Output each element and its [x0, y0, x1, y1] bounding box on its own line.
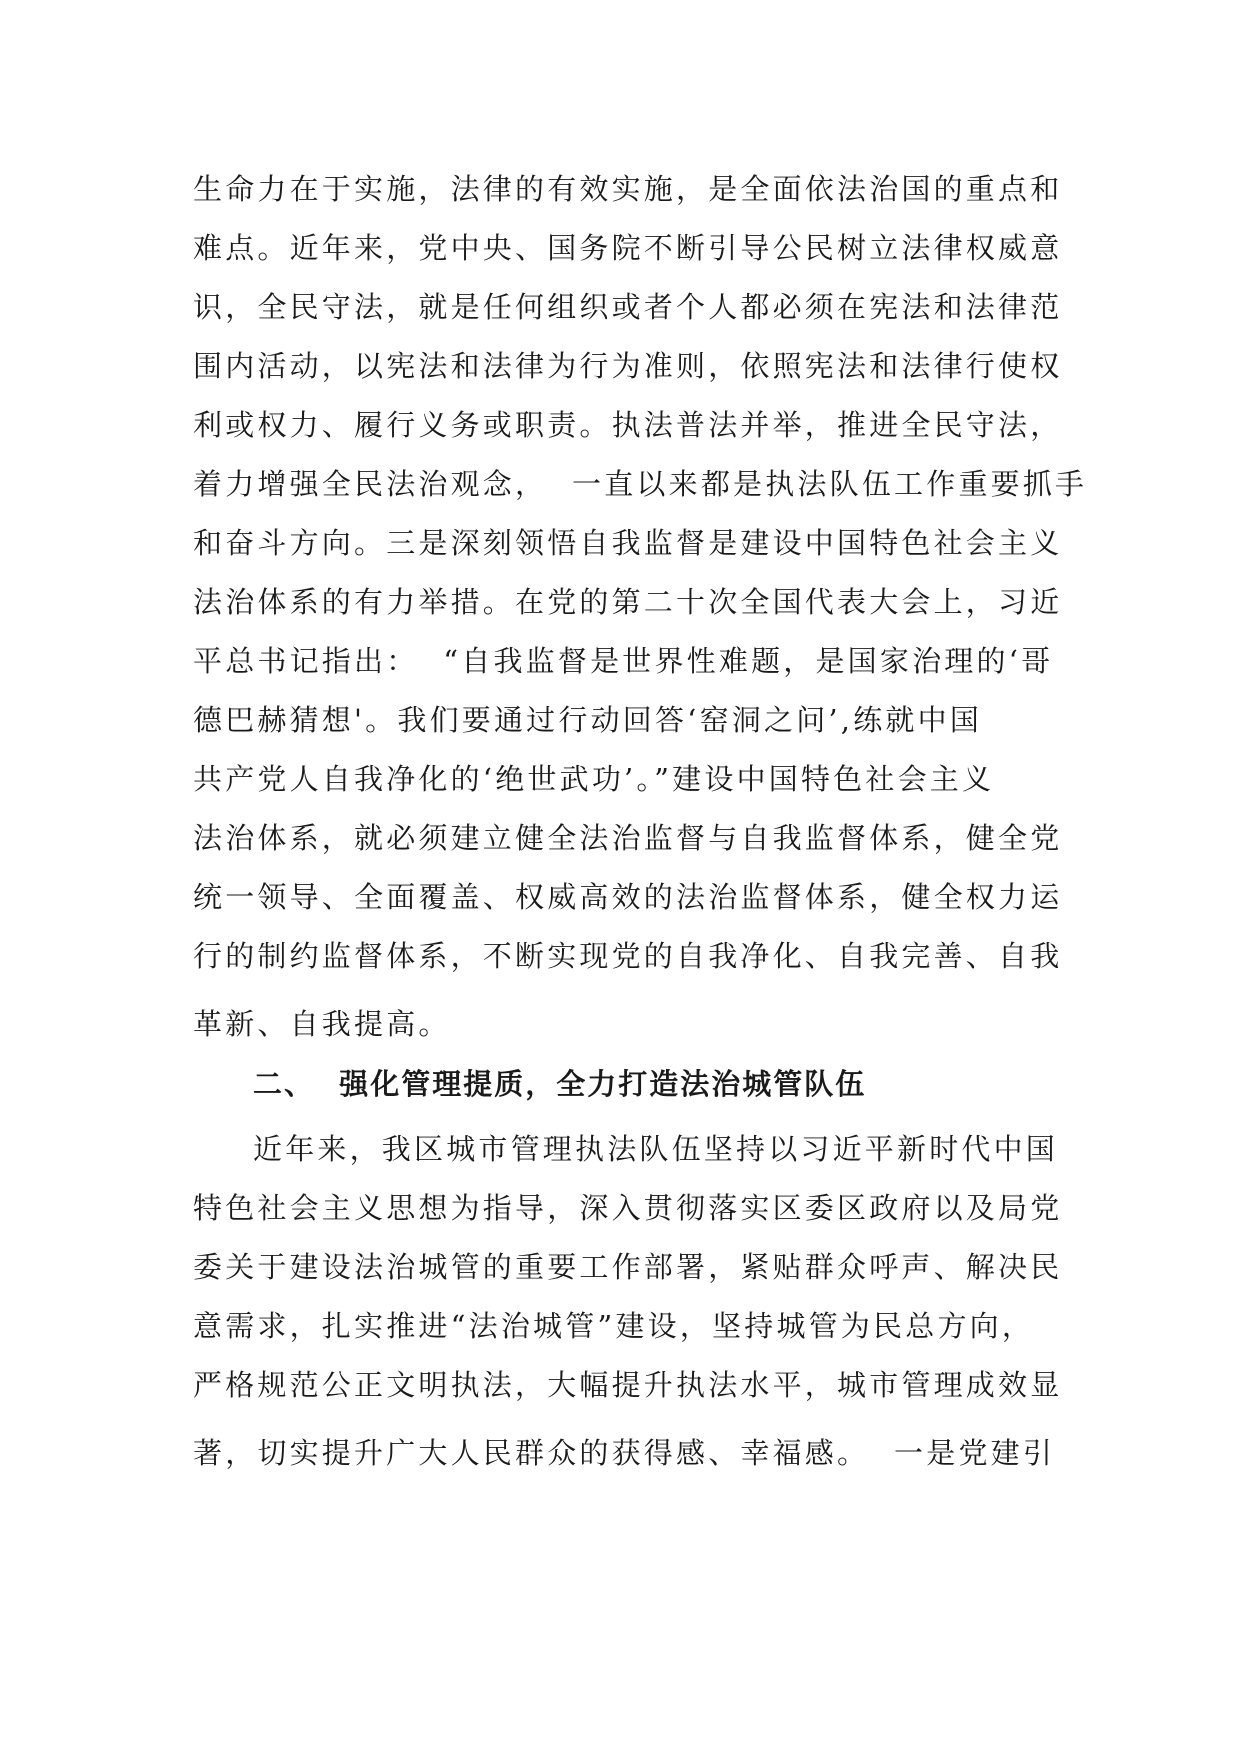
- paragraph-line: 委关于建设法治城管的重要工作部署，紧贴群众呼声、解决民: [193, 1250, 1063, 1284]
- paragraph-line: 利或权力、履行义务或职责。执法普法并举，推进全民守法，: [193, 408, 1063, 442]
- paragraph-line: 识，全民守法，就是任何组织或者个人都必须在宪法和法律范: [193, 290, 1063, 324]
- paragraph-line: 行的制约监督体系，不断实现党的自我净化、自我完善、自我: [193, 939, 1063, 973]
- paragraph-line: 共产党人自我净化的‘绝世武功’。”建设中国特色社会主义: [193, 762, 995, 796]
- paragraph-line: 意需求，扎实推进“法治城管”建设，坚持城管为民总方向，: [193, 1309, 1035, 1343]
- paragraph-line: 特色社会主义思想为指导，深入贯彻落实区委区政府以及局党: [193, 1191, 1063, 1225]
- paragraph-line: 著，切实提升广大人民群众的获得感、幸福感。 一是党建引: [193, 1436, 1056, 1470]
- paragraph-line: 近年来，我区城市管理执法队伍坚持以习近平新时代中国: [253, 1132, 1059, 1166]
- paragraph-line: 革新、自我提高。: [193, 1007, 451, 1041]
- paragraph-line: 生命力在于实施，法律的有效实施，是全面依法治国的重点和: [193, 172, 1063, 206]
- paragraph-line: 法治体系的有力举措。在党的第二十次全国代表大会上，习近: [193, 585, 1063, 619]
- paragraph-line: 德巴赫猜想'。我们要通过行动回答‘窑洞之问’,练就中国: [193, 703, 983, 737]
- paragraph-line: 平总书记指出： “自我监督是世界性难题，是国家治理的‘哥: [193, 644, 1054, 678]
- paragraph-line: 围内活动，以宪法和法律为行为准则，依照宪法和法律行使权: [193, 349, 1063, 383]
- paragraph-line: 法治体系，就必须建立健全法治监督与自我监督体系，健全党: [193, 821, 1063, 855]
- paragraph-line: 严格规范公正文明执法，大幅提升执法水平，城市管理成效显: [193, 1368, 1063, 1402]
- paragraph-line: 难点。近年来，党中央、国务院不断引导公民树立法律权威意: [193, 231, 1063, 265]
- paragraph-line: 统一领导、全面覆盖、权威高效的法治监督体系，健全权力运: [193, 880, 1063, 914]
- section-heading: 二、 强化管理提质，全力打造法治城管队伍: [253, 1067, 867, 1101]
- paragraph-line: 着力增强全民法治观念， 一直以来都是执法队伍工作重要抓手: [193, 467, 1088, 501]
- paragraph-line: 和奋斗方向。三是深刻领悟自我监督是建设中国特色社会主义: [193, 526, 1063, 560]
